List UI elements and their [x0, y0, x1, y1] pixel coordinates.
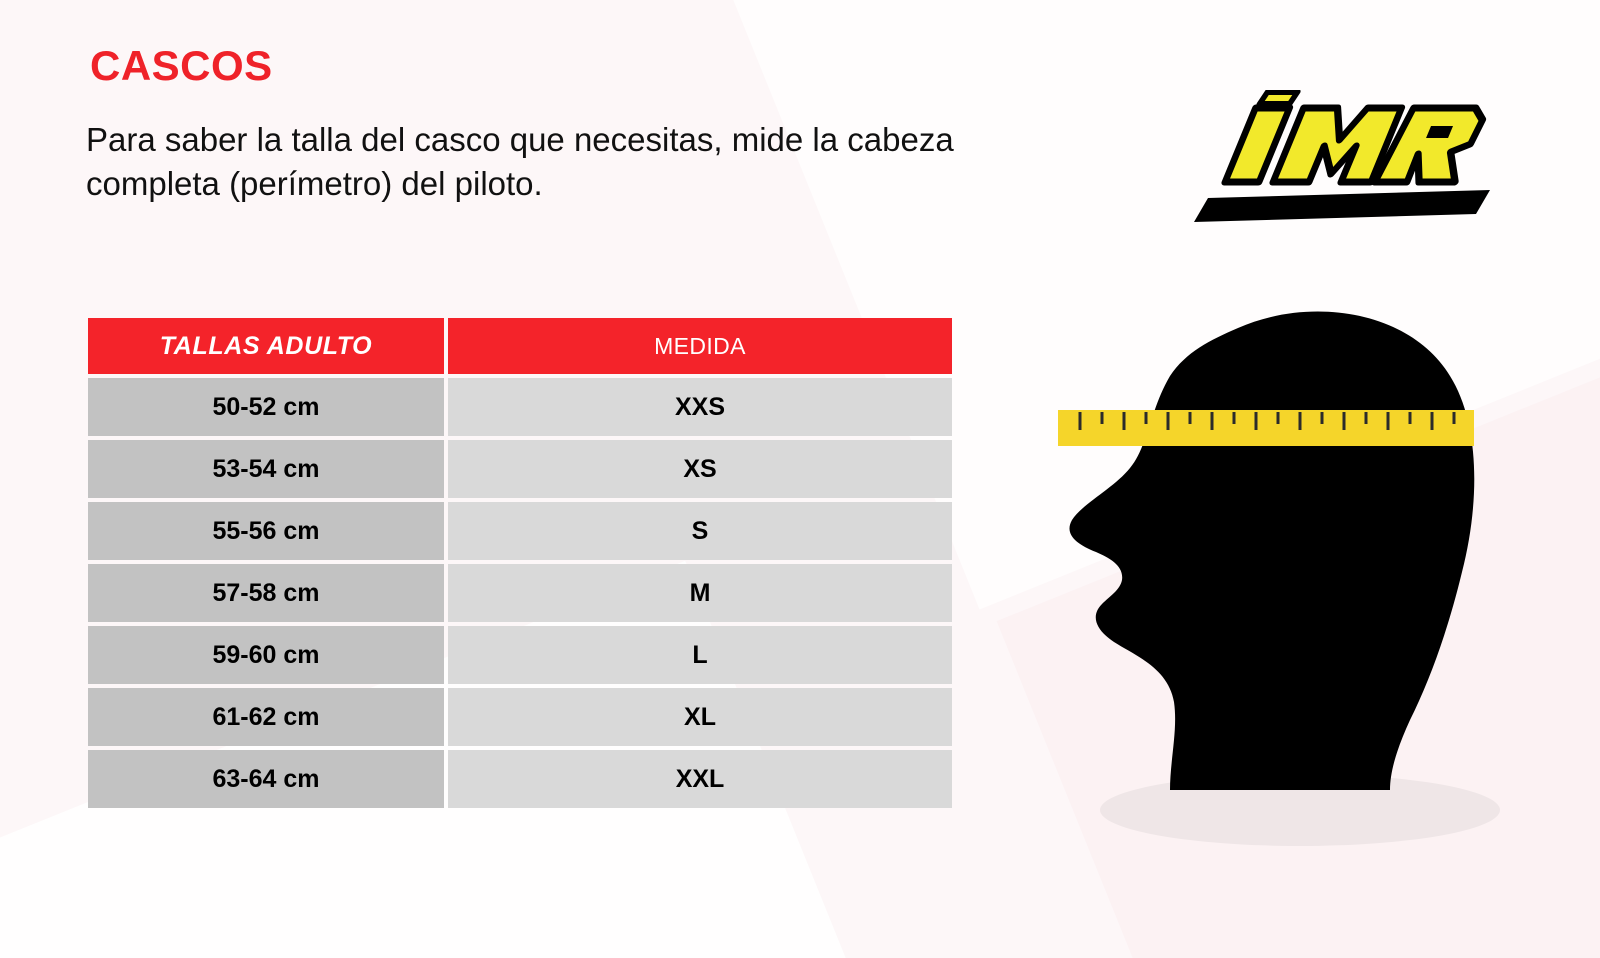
cell-talla: S	[448, 502, 952, 560]
size-table	[88, 318, 952, 808]
cell-talla: M	[448, 564, 952, 622]
cell-medida: 59-60 cm	[88, 626, 444, 684]
cell-medida: 53-54 cm	[88, 440, 444, 498]
table-header-tallas: TALLAS ADULTO	[88, 318, 444, 374]
table-header-row	[88, 318, 952, 374]
cell-medida: 50-52 cm	[88, 378, 444, 436]
imr-logo	[1190, 90, 1510, 230]
table-row	[88, 378, 952, 436]
table-row	[88, 688, 952, 746]
table-row	[88, 750, 952, 808]
cell-medida: 55-56 cm	[88, 502, 444, 560]
cell-medida: 61-62 cm	[88, 688, 444, 746]
cell-talla: XL	[448, 688, 952, 746]
page-subtitle: Para saber la talla del casco que necesitas, mide la cabeza completa (perímetro) del piloto.	[86, 121, 954, 202]
cell-talla: XS	[448, 440, 952, 498]
cell-talla: XXL	[448, 750, 952, 808]
page-title: CASCOS	[90, 42, 273, 89]
cell-talla: XXS	[448, 378, 952, 436]
table-row	[88, 626, 952, 684]
table-header-medida: MEDIDA	[448, 318, 952, 374]
cell-talla: L	[448, 626, 952, 684]
table-row	[88, 502, 952, 560]
table-row	[88, 564, 952, 622]
head-silhouette	[1069, 312, 1474, 790]
measuring-tape-icon	[1058, 410, 1474, 446]
head-profile-illustration	[1010, 290, 1530, 870]
table-row	[88, 440, 952, 498]
cell-medida: 63-64 cm	[88, 750, 444, 808]
cell-medida: 57-58 cm	[88, 564, 444, 622]
